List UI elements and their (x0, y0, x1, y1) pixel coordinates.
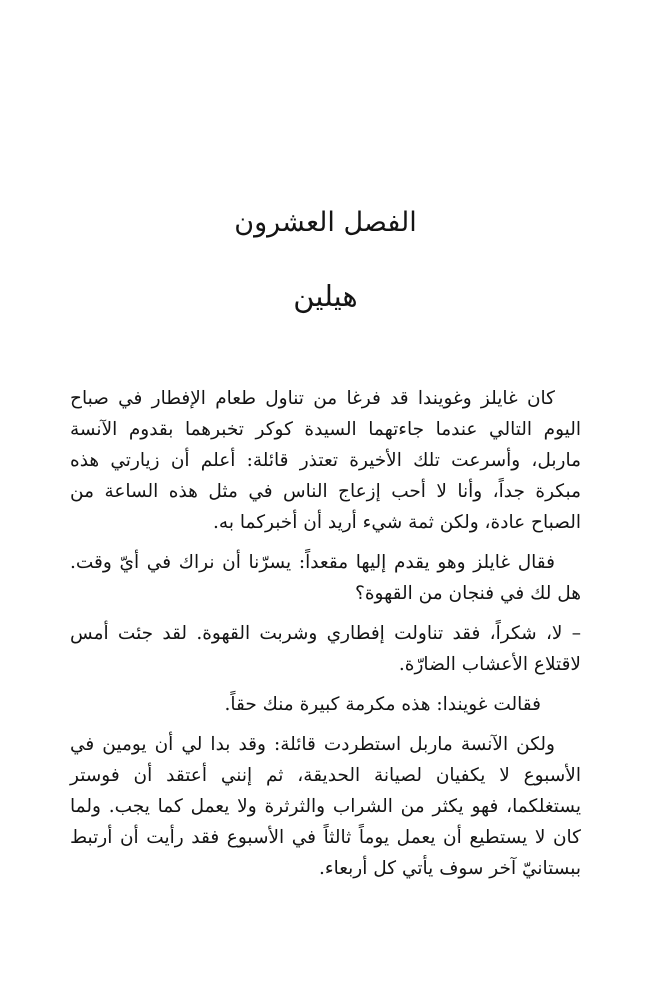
paragraph: – لا، شكراً، فقد تناولت إفطاري وشربت القهوة. لقد جئت أمس لاقتلاع الأعشاب الضارّة. (70, 623, 581, 675)
chapter-body (70, 383, 581, 893)
paragraph: ولكن الآنسة ماربل استطردت قائلة: وقد بدا لي أن يومين في الأسبوع لا يكفيان لصيانة الحديقة، ثم إنني أعتقد أن فوستر يستغلكما، فهو يكثر من الشراب والثرثرة ولا يعمل كما يجب. ولما كان لا يستطيع أن يعمل يوماً ثالثاً في الأسبوع فقد رأيت أن أرتبط ببستانيّ آخر سوف يأتي كل أربعاء. (70, 734, 581, 879)
paragraph: فقالت غويندا: هذه مكرمة كبيرة منك حقاً. (224, 694, 541, 715)
chapter-title: الفصل العشرون (234, 207, 417, 238)
paragraph: فقال غايلز وهو يقدم إليها مقعداً: يسرّنا أن نراك في أيّ وقت. هل لك في فنجان من القهوة؟ (70, 552, 581, 604)
paragraph: كان غايلز وغويندا قد فرغا من تناول طعام الإفطار في صباح اليوم التالي عندما جاءتهما السيدة كوكر تخبرهما بقدوم الآنسة ماربل، وأسرعت تلك الأخيرة تعتذر قائلة: أعلم أن زيارتي هذه مبكرة جداً، وأنا لا أحب إزعاج الناس في مثل هذه الساعة من الصباح عادة، ولكن ثمة شيء أريد أن أخبركما به. (70, 388, 582, 533)
chapter-subtitle: هيلين (293, 279, 358, 313)
